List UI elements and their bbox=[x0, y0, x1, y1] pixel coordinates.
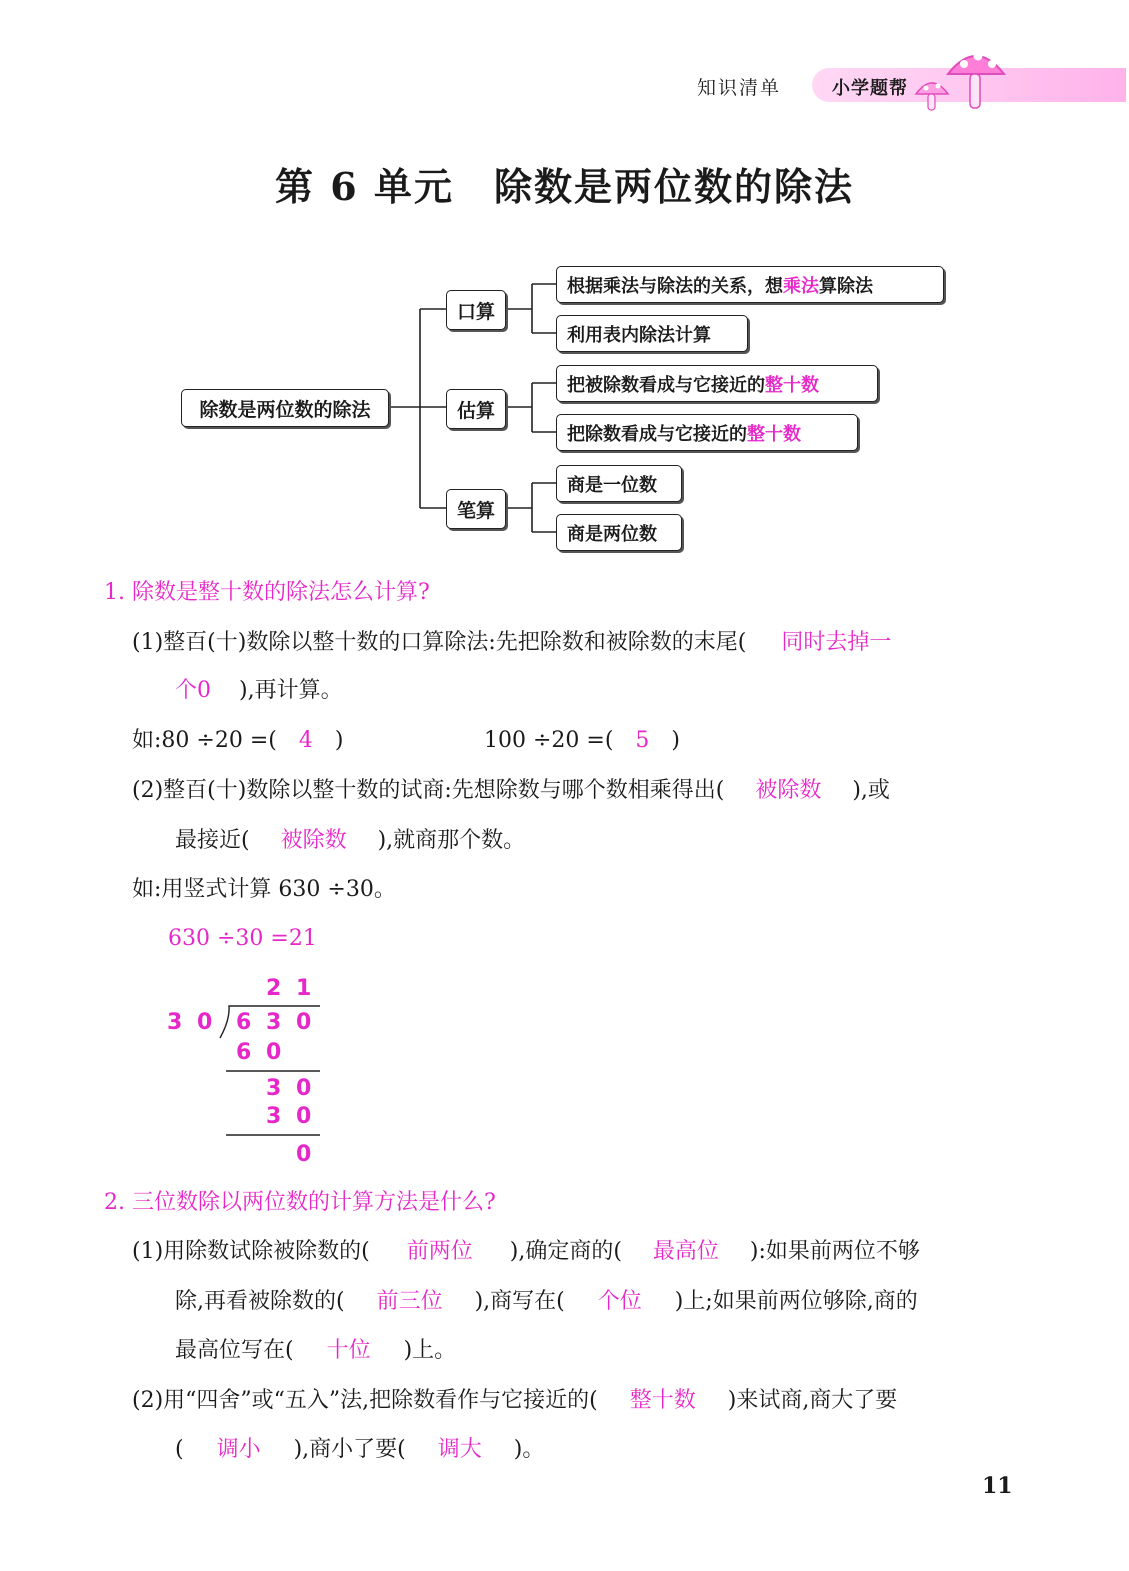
step-digit: 3 bbox=[266, 1104, 282, 1129]
leaf-highlight: 整十数 bbox=[747, 423, 801, 445]
divisor-digit: 0 bbox=[197, 1010, 213, 1035]
answer-blank: 个0 bbox=[175, 678, 211, 703]
leaf-text: 把被除数看成与它接近的 bbox=[567, 374, 765, 396]
answer-blank: 5 bbox=[635, 728, 650, 753]
q1-example3: 如:用竖式计算 630 ÷30。 bbox=[132, 877, 396, 902]
text: ),商小了要( bbox=[293, 1437, 406, 1462]
answer-blank: 调小 bbox=[216, 1437, 261, 1462]
leaf-highlight: 乘法 bbox=[783, 275, 819, 297]
answer-blank: 整十数 bbox=[629, 1388, 696, 1413]
q2-p1-line1 bbox=[132, 1237, 920, 1267]
text: 如:80 ÷20 =( bbox=[132, 728, 277, 753]
text: ),或 bbox=[852, 778, 890, 803]
leaf-text: 根据乘法与除法的关系，想 bbox=[567, 275, 783, 297]
q1-example3-result: 630 ÷30 =21 bbox=[168, 926, 317, 951]
mindmap-branch-estimate bbox=[446, 389, 506, 429]
text: 除,再看被除数的( bbox=[175, 1289, 345, 1314]
q2-p1-line3 bbox=[175, 1336, 456, 1366]
division-bracket bbox=[0, 0, 400, 1200]
dividend-digit: 6 bbox=[236, 1010, 252, 1035]
text: ),商写在( bbox=[474, 1289, 565, 1314]
text: ),确定商的( bbox=[509, 1239, 622, 1264]
quotient-digit: 1 bbox=[296, 976, 312, 1001]
text: )来试商,商大了要 bbox=[727, 1388, 898, 1413]
q1-example2 bbox=[484, 726, 680, 756]
answer-blank: 被除数 bbox=[755, 778, 822, 803]
mindmap-leaf bbox=[556, 514, 682, 551]
text: ),就商那个数。 bbox=[377, 828, 526, 853]
mindmap-leaf bbox=[556, 365, 878, 402]
answer-blank: 被除数 bbox=[280, 828, 347, 853]
answer-blank: 调大 bbox=[437, 1437, 482, 1462]
page-title: 第 6 单元 除数是两位数的除法 bbox=[275, 164, 854, 209]
leaf-text: 把除数看成与它接近的 bbox=[567, 423, 747, 445]
step-digit: 0 bbox=[296, 1104, 312, 1129]
dividend-digit: 3 bbox=[266, 1010, 282, 1035]
leaf-highlight: 整十数 bbox=[765, 374, 819, 396]
leaf-text: 利用表内除法计算 bbox=[567, 324, 711, 346]
text: ):如果前两位不够 bbox=[749, 1239, 920, 1264]
branch-label: 笔算 bbox=[456, 499, 495, 522]
dividend-digit: 0 bbox=[296, 1010, 312, 1035]
text: (2)整百(十)数除以整十数的试商:先想除数与哪个数相乘得出( bbox=[132, 778, 725, 803]
q2-heading: 2. 三位数除以两位数的计算方法是什么? bbox=[104, 1190, 496, 1215]
text: ),再计算。 bbox=[239, 678, 343, 703]
text: )。 bbox=[513, 1437, 545, 1462]
remainder-digit: 0 bbox=[296, 1142, 312, 1167]
text: ) bbox=[671, 728, 681, 753]
mindmap-branch-written bbox=[446, 489, 506, 529]
text: )上;如果前两位够除,商的 bbox=[674, 1289, 918, 1314]
mindmap-branch-mental bbox=[446, 290, 506, 330]
branch-label: 口算 bbox=[456, 300, 495, 323]
text: ( bbox=[175, 1437, 184, 1462]
leaf-text: 商是一位数 bbox=[567, 474, 657, 496]
step-digit: 3 bbox=[266, 1076, 282, 1101]
brand-label: 小学题帮 bbox=[832, 78, 908, 99]
text: (1)整百(十)数除以整十数的口算除法:先把除数和被除数的末尾( bbox=[132, 630, 747, 655]
mindmap-leaf bbox=[556, 266, 944, 303]
branch-label: 估算 bbox=[456, 399, 495, 422]
step-digit: 0 bbox=[266, 1040, 282, 1065]
text: )上。 bbox=[403, 1338, 457, 1363]
divisor-digit: 3 bbox=[167, 1010, 183, 1035]
answer-blank: 同时去掉一 bbox=[781, 630, 892, 655]
answer-blank: 前两位 bbox=[406, 1239, 473, 1264]
mindmap-root-label: 除数是两位数的除法 bbox=[199, 398, 371, 421]
text: (1)用除数试除被除数的( bbox=[132, 1239, 370, 1264]
mindmap-leaf bbox=[556, 465, 682, 502]
text: 最高位写在( bbox=[175, 1338, 294, 1363]
q2-p1-line2 bbox=[175, 1287, 918, 1317]
quotient-digit: 2 bbox=[266, 976, 282, 1001]
text: 最接近( bbox=[175, 828, 250, 853]
text: (2)用“四舍”或“五入”法,把除数看作与它接近的( bbox=[132, 1388, 598, 1413]
text: 100 ÷20 =( bbox=[484, 728, 614, 753]
section-label: 知识清单 bbox=[697, 77, 782, 99]
q2-p2-line1 bbox=[132, 1386, 897, 1416]
mindmap-leaf bbox=[556, 315, 748, 352]
step-digit: 6 bbox=[236, 1040, 252, 1065]
q1-heading: 1. 除数是整十数的除法怎么计算? bbox=[104, 580, 430, 605]
q2-p2-line2 bbox=[175, 1435, 544, 1465]
answer-blank: 十位 bbox=[326, 1338, 371, 1363]
step-digit: 0 bbox=[296, 1076, 312, 1101]
text: ) bbox=[334, 728, 344, 753]
answer-blank: 前三位 bbox=[376, 1289, 443, 1314]
answer-blank: 4 bbox=[298, 728, 313, 753]
mindmap-leaf bbox=[556, 414, 858, 451]
page-number: 11 bbox=[982, 1473, 1013, 1499]
leaf-text: 商是两位数 bbox=[567, 523, 657, 545]
answer-blank: 最高位 bbox=[652, 1239, 719, 1264]
answer-blank: 个位 bbox=[597, 1289, 642, 1314]
leaf-text-end: 算除法 bbox=[819, 275, 873, 297]
